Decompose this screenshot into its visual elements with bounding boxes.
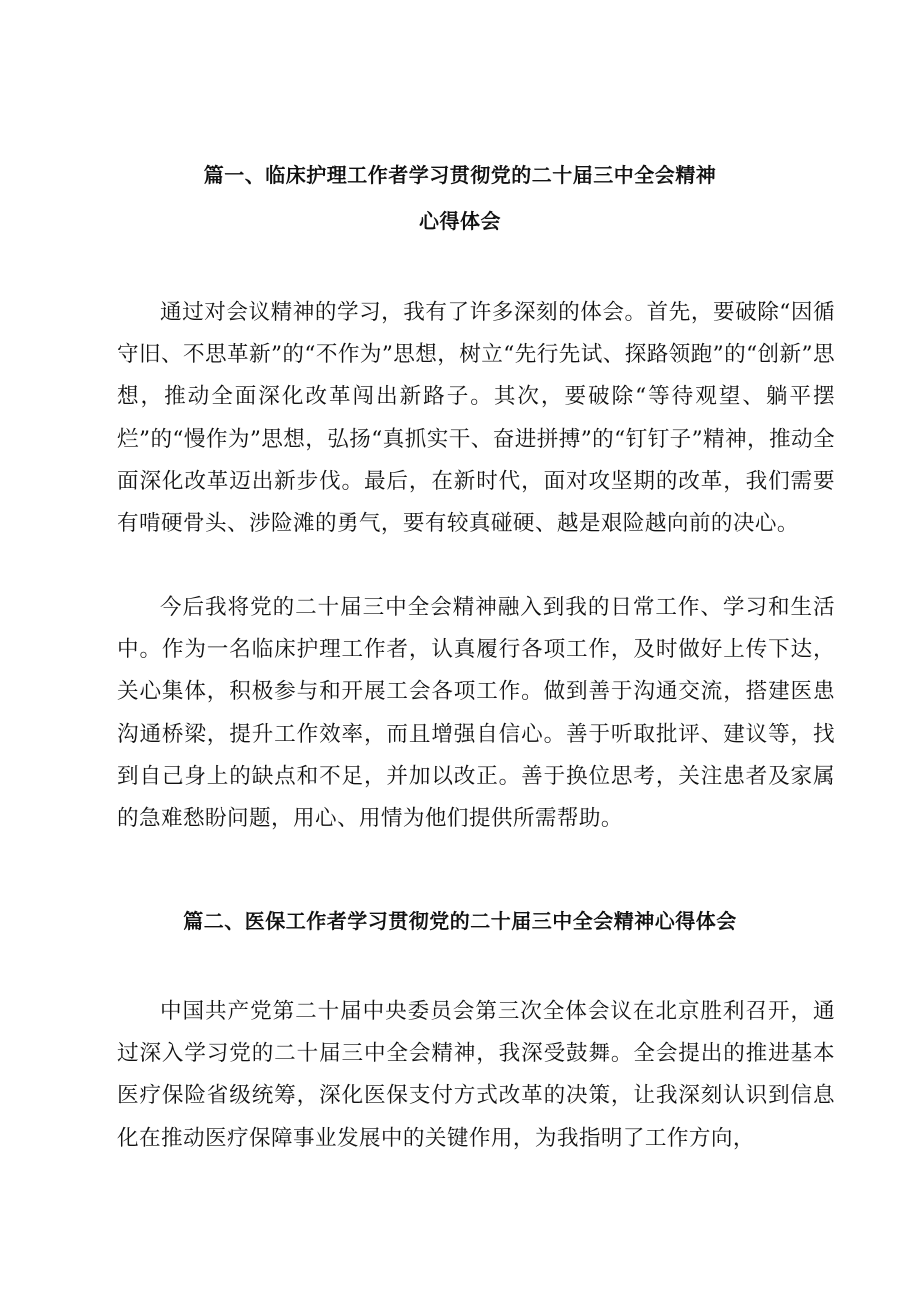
section1-heading — [100, 152, 820, 244]
section2-heading — [100, 898, 820, 944]
section1-paragraph-1: 通过对会议精神的学习，我有了许多深刻的体会。首先，要破除“因循守旧、不思革新”的“不作为”思想，树立“先行先试、探路领跑”的“创新”思想，推动全面深化改革闯出新路子。其次，要破除“等待观望、躺平摆烂”的“慢作为”思想，弘扬“真抓实干、奋进拼搏”的“钉钉子”精神，推动全面深化改革迈出新步伐。最后，在新时代，面对攻坚期的改革，我们需要有啃硬骨头、涉险滩的勇气，要有较真碰硬、越是艰险越向前的决心。 — [117, 300, 835, 537]
section1-paragraph-2: 今后我将党的二十届三中全会精神融入到我的日常工作、学习和生活中。作为一名临床护理工作者，认真履行各项工作，及时做好上传下达，关心集体，积极参与和开展工会各项工作。做到善于沟通交流，搭建医患沟通桥梁，提升工作效率，而且增强自信心。善于听取批评、建议等，找到自己身上的缺点和不足，并加以改正。善于换位思考，关注患者及家属的急难愁盼问题，用心、用情为他们提供所需帮助。 — [117, 595, 835, 832]
section2-title: 篇二、医保工作者学习贯彻党的二十届三中全会精神心得体会 — [183, 909, 737, 933]
section1-title-line2: 心得体会 — [419, 209, 501, 233]
section1-title-line1: 篇一、临床护理工作者学习贯彻党的二十届三中全会精神 — [203, 163, 717, 187]
section2-paragraph-1: 中国共产党第二十届中央委员会第三次全体会议在北京胜利召开，通过深入学习党的二十届三中全会精神，我深受鼓舞。全会提出的推进基本医疗保险省级统筹，深化医保支付方式改革的决策，让我深刻认识到信息化在推动医疗保障事业发展中的关键作用，为我指明了工作方向， — [117, 999, 835, 1151]
